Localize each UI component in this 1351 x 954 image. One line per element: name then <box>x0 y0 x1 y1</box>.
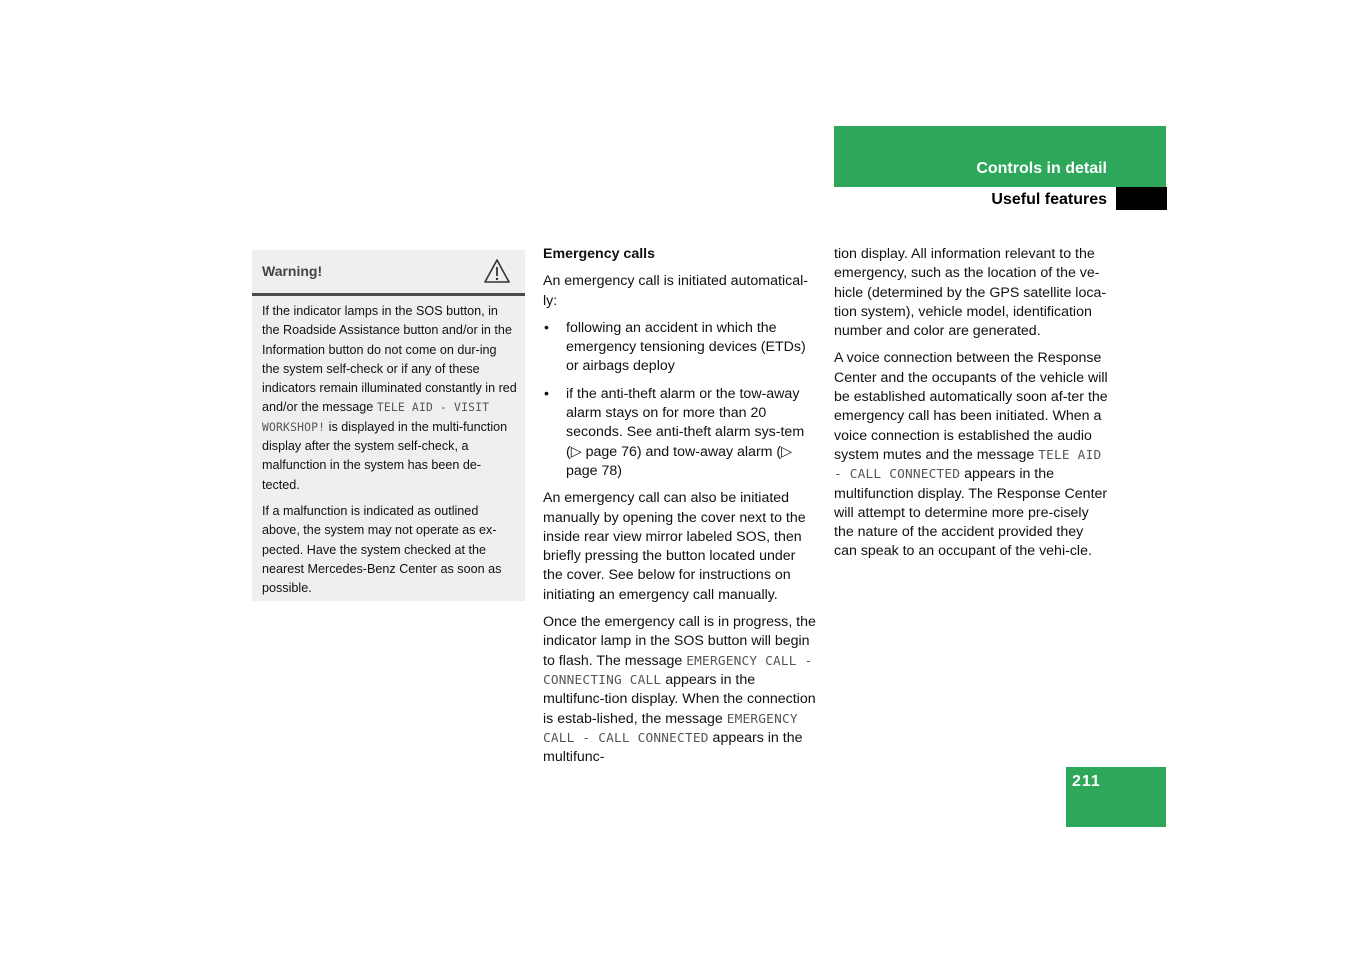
warning-body <box>252 296 525 598</box>
page-number: 211 <box>1072 773 1101 790</box>
display-message: TELE AID - VISIT WORKSHOP! <box>262 400 490 434</box>
warning-triangle-icon <box>483 258 511 284</box>
warning-paragraph-2: If a malfunction is indicated as outlined above, the system may not operate as ex-pected. Have the system checked at the nearest Mercedes-Benz Center as soon as possible. <box>262 503 502 596</box>
middle-column <box>543 245 819 775</box>
chapter-title: Controls in detail <box>976 160 1107 177</box>
section-tab-marker <box>1116 187 1167 210</box>
warning-paragraph-1: If the indicator lamps in the SOS button, in the Roadside Assistance button and/or in the Information button do not come on dur-ing the system self-check or if any of these indicators remain illuminated constantly in red and/or the message TELE AID - VISIT WORKSHOP! is displayed in the multi-function display after the system self-check, a malfunction in the system has been de-tected. <box>262 304 517 492</box>
trigger-list <box>543 319 819 481</box>
voice-connection-paragraph: A voice connection between the Response Center and the occupants of the vehicle will be established automatically soon af-ter the emergency call has been initiated. When a voice connection is established the audio system mutes and the message TELE AID - CALL CONNECTED appears in the multifunction display. The Response Center will attempt to determine more pre-cisely the nature of the accident provided they can speak to an occupant of the vehi-cle. <box>834 350 1108 560</box>
list-item: • following an accident in which the emergency tensioning devices (ETDs) or airbags deploy <box>543 319 819 377</box>
section-heading: Emergency calls <box>543 246 655 262</box>
warning-box <box>252 250 525 601</box>
warning-label: Warning! <box>262 263 323 279</box>
intro-paragraph: An emergency call is initiated automatical-ly: <box>543 273 808 309</box>
manual-call-paragraph: An emergency call can also be initiated manually by opening the cover next to the inside rear view mirror labeled SOS, then briefly pressing the button located under the cover. See below for instructions on initiating an emergency call manually. <box>543 490 806 603</box>
warning-header <box>252 250 525 296</box>
display-message: TELE AID - CALL CONNECTED <box>834 447 1102 483</box>
right-column <box>834 245 1110 570</box>
section-title: Useful features <box>991 191 1107 208</box>
list-item: • if the anti-theft alarm or the tow-away alarm stays on for more than 20 seconds. See anti-theft alarm sys-tem (▷ page 76) and tow-away alarm (▷ page 78) <box>543 385 819 481</box>
display-message: EMERGENCY CALL - CONNECTING CALL <box>543 653 813 688</box>
display-message: EMERGENCY CALL - CALL CONNECTED <box>543 711 798 746</box>
progress-paragraph: Once the emergency call is in progress, the indicator lamp in the SOS button will begin to flash. The message EMERGENCY CALL - CONNECTING CALL appears in the multifunc-tion display. When the connection is estab-lished, the message EMERGENCY CALL - CALL CONNECTED appears in the multifunc- <box>543 614 816 766</box>
continuation-paragraph: tion display. All information relevant to the emergency, such as the location of the ve-hicle (determined by the GPS satellite loca-tion system), vehicle model, identification number and color are generated. <box>834 246 1107 340</box>
